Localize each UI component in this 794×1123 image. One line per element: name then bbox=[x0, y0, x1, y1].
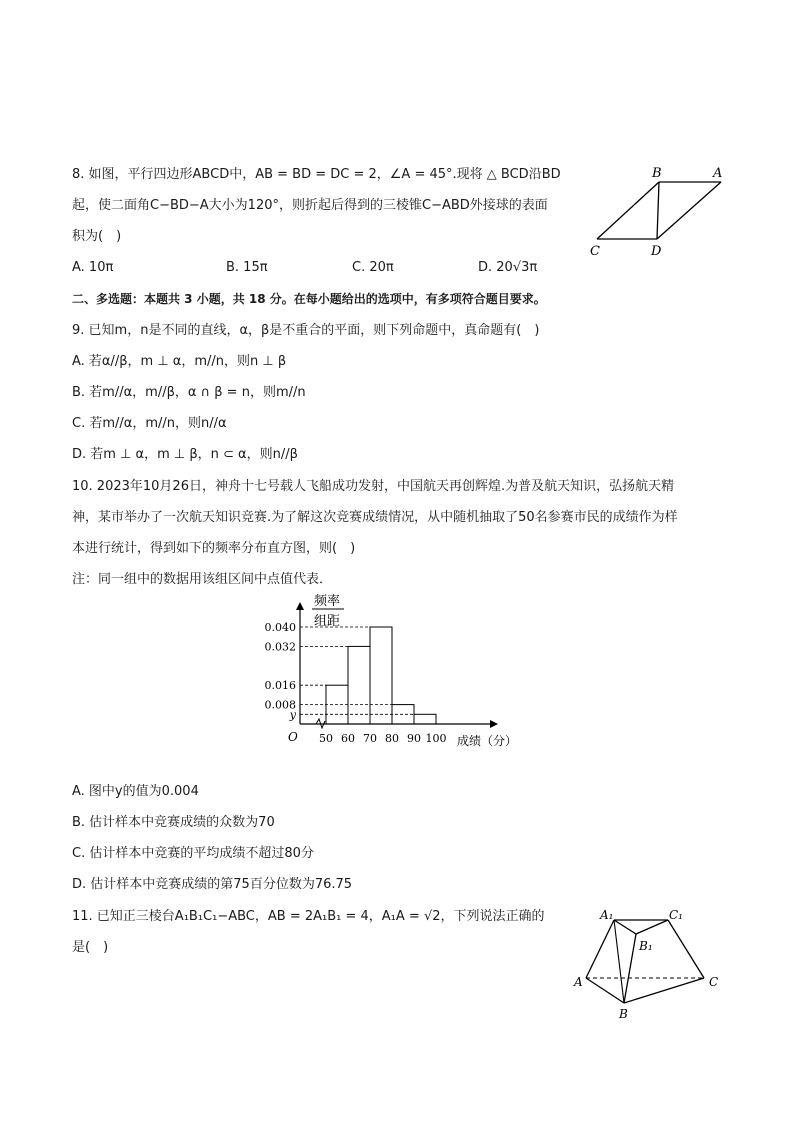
edge-b1b bbox=[624, 934, 636, 1003]
q8-option-c: C. 20π bbox=[352, 260, 394, 275]
y-tick-label: 0.008 bbox=[264, 698, 296, 712]
q8-stem-line3: 积为( ) bbox=[72, 229, 122, 244]
q9-option-c: C. 若m//α，m//n，则n//α bbox=[72, 416, 227, 431]
q9-option-b: B. 若m//α，m//β，α ∩ β = n，则m//n bbox=[72, 385, 306, 400]
q10-note: 注：同一组中的数据用该组区间中点值代表． bbox=[72, 572, 333, 587]
label-a: A bbox=[574, 975, 583, 989]
q9-stem: 9. 已知m，n是不同的直线，α，β是不重合的平面，则下列命题中，真命题有( ) bbox=[72, 323, 540, 338]
edge-c1c bbox=[668, 920, 704, 978]
label-b: B bbox=[619, 1007, 628, 1021]
edge-a1b1 bbox=[614, 920, 636, 934]
edge-bc bbox=[624, 978, 704, 1003]
q10-stem-line2: 神，某市举办了一次航天知识竞赛.为了解这次竞赛成绩情况，从中随机抽取了50名参赛市民的成绩作为样 bbox=[72, 510, 678, 525]
origin-label: O bbox=[288, 730, 298, 744]
frustum-figure bbox=[570, 900, 730, 1025]
frequency-histogram bbox=[250, 590, 550, 755]
y-tick-label: 0.016 bbox=[264, 679, 296, 693]
label-a1: A₁ bbox=[600, 908, 614, 922]
edge-bd bbox=[657, 182, 659, 239]
edge-cb bbox=[597, 182, 659, 239]
label-c: C bbox=[709, 975, 719, 989]
x-axis-arrow bbox=[490, 720, 498, 728]
label-c1: C₁ bbox=[669, 908, 683, 922]
edge-c1b1 bbox=[636, 920, 668, 934]
q8-option-d: D. 20√3π bbox=[478, 260, 538, 275]
label-b: B bbox=[652, 166, 662, 181]
y-tick-label: 0.032 bbox=[264, 640, 296, 654]
histogram-bar-70-80 bbox=[370, 627, 392, 724]
y-tick-label: 0.040 bbox=[264, 621, 296, 634]
edge-ad bbox=[657, 182, 721, 239]
edge-a1b bbox=[614, 920, 624, 1003]
label-a: A bbox=[713, 166, 723, 181]
x-tick-label: 60 bbox=[341, 732, 355, 745]
q8-stem-line1: 8. 如图，平行四边形ABCD中，AB = BD = DC = 2，∠A = 45°.现将 △ BCD沿BD bbox=[72, 167, 561, 182]
histogram-bar-90-100 bbox=[414, 714, 436, 724]
x-tick-label: 100 bbox=[425, 732, 447, 745]
x-axis-label: 成绩（分） bbox=[457, 734, 518, 748]
q8-stem-line2: 起，使二面角C−BD−A大小为120°，则折起后得到的三棱锥C−ABD外接球的表面 bbox=[72, 198, 548, 213]
x-tick-label: 90 bbox=[407, 732, 421, 745]
parallelogram-figure bbox=[585, 162, 735, 262]
q8-option-b: B. 15π bbox=[226, 260, 268, 275]
y-axis-arrow bbox=[296, 602, 304, 610]
q11-stem-line1: 11. 已知正三棱台A₁B₁C₁−ABC，AB = 2A₁B₁ = 4，A₁A = √2，下列说法正确的 bbox=[72, 909, 545, 924]
x-tick-label: 70 bbox=[363, 732, 377, 745]
section-heading-multiple-choice: 二、多选题：本题共 3 小题，共 18 分。在每小题给出的选项中，有多项符合题目要求。 bbox=[72, 292, 546, 306]
y-label-bottom: 组距 bbox=[314, 614, 341, 629]
y-tick-label: y bbox=[289, 708, 296, 722]
edge-ab bbox=[586, 978, 624, 1003]
x-tick-label: 50 bbox=[319, 732, 333, 745]
label-d: D bbox=[651, 244, 662, 259]
histogram-bar-60-70 bbox=[348, 646, 370, 724]
q10-option-b: B. 估计样本中竞赛成绩的众数为70 bbox=[72, 815, 275, 830]
q9-option-a: A. 若α//β，m ⊥ α，m//n，则n ⊥ β bbox=[72, 354, 287, 369]
y-label-top: 频率 bbox=[314, 594, 341, 609]
label-c: C bbox=[590, 244, 600, 259]
q10-stem-line3: 本进行统计，得到如下的频率分布直方图，则( ) bbox=[72, 541, 356, 556]
q9-option-d: D. 若m ⊥ α，m ⊥ β，n ⊂ α，则n//β bbox=[72, 447, 298, 462]
label-b1: B₁ bbox=[639, 939, 653, 953]
q10-stem-line1: 10. 2023年10月26日，神舟十七号载人飞船成功发射，中国航天再创辉煌.为普及航天知识，弘扬航天精 bbox=[72, 479, 675, 494]
q8-option-a: A. 10π bbox=[72, 260, 114, 275]
edge-a1a bbox=[586, 920, 614, 978]
q10-option-a: A. 图中y的值为0.004 bbox=[72, 784, 199, 799]
q10-option-c: C. 估计样本中竞赛的平均成绩不超过80分 bbox=[72, 846, 314, 861]
q11-stem-line2: 是( ) bbox=[72, 940, 109, 955]
x-tick-label: 80 bbox=[385, 732, 399, 745]
q10-option-d: D. 估计样本中竞赛成绩的第75百分位数为76.75 bbox=[72, 877, 353, 892]
